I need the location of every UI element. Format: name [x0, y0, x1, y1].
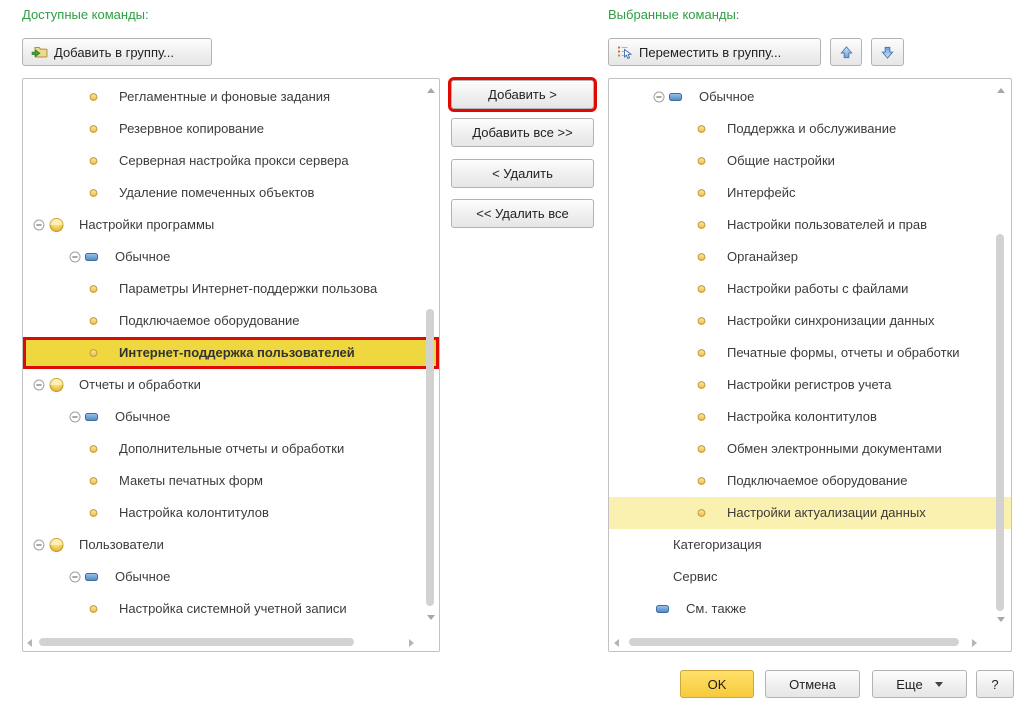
tree-item-label: Настройки пользователей и прав: [727, 217, 928, 232]
tree-item-right-6[interactable]: [609, 273, 1011, 305]
vertical-scrollbar-thumb[interactable]: [996, 234, 1004, 611]
tree-item-right-10[interactable]: [609, 401, 1011, 433]
tree-item-label: Поддержка и обслуживание: [727, 121, 897, 136]
circled-minus-expander-icon[interactable]: [33, 539, 45, 551]
tree-item-right-5[interactable]: [609, 241, 1011, 273]
add-to-group-button[interactable]: [22, 38, 212, 66]
circled-minus-expander-icon[interactable]: [653, 91, 665, 103]
tree-item-right-4[interactable]: [609, 209, 1011, 241]
tree-item-label: Настройка системной учетной записи: [119, 601, 347, 616]
selected-commands-label: Выбранные команды:: [608, 7, 740, 22]
more-button[interactable]: [872, 670, 967, 698]
tree-item-left-5[interactable]: [23, 241, 439, 273]
cancel-button[interactable]: [765, 670, 860, 698]
available-commands-rows: [23, 81, 439, 625]
scroll-down-arrow[interactable]: [997, 617, 1005, 622]
available-commands-list[interactable]: [22, 78, 440, 652]
vertical-scrollbar-thumb[interactable]: [426, 309, 434, 606]
tree-item-right-9[interactable]: [609, 369, 1011, 401]
tree-item-right-12[interactable]: [609, 465, 1011, 497]
horizontal-scrollbar-thumb[interactable]: [629, 638, 959, 646]
tree-item-label: Категоризация: [673, 537, 762, 552]
tree-item-label: Органайзер: [727, 249, 798, 264]
move-to-group-button[interactable]: [608, 38, 821, 66]
tree-item-label: Обычное: [115, 569, 171, 584]
tree-item-label: Обычное: [115, 409, 171, 424]
yellow-dot-command-icon: [697, 509, 706, 518]
tree-item-label: Настройки работы с файлами: [727, 281, 909, 296]
tree-item-label: Настройка колонтитулов: [727, 409, 877, 424]
tree-item-label: Интернет-поддержка пользователей: [119, 345, 355, 360]
move-down-button[interactable]: [871, 38, 904, 66]
tree-item-label: Отчеты и обработки: [79, 377, 201, 392]
tree-item-label: Обычное: [115, 249, 171, 264]
move-to-group-label: Переместить в группу...: [639, 44, 782, 60]
remove-all-button-label: << Удалить все: [476, 206, 569, 221]
tree-item-label: Печатные формы, отчеты и обработки: [727, 345, 960, 360]
tree-item-right-13[interactable]: [609, 497, 1011, 529]
tree-item-left-1[interactable]: [23, 113, 439, 145]
folder-with-green-arrow-icon: [31, 45, 48, 59]
ok-button-label: OK: [707, 676, 727, 692]
help-button-label: ?: [991, 676, 999, 692]
tree-item-left-9[interactable]: [23, 369, 439, 401]
yellow-dot-command-icon: [89, 445, 98, 454]
tree-item-label: Дополнительные отчеты и обработки: [119, 441, 345, 456]
tree-item-label: Регламентные и фоновые задания: [119, 89, 331, 104]
tree-item-left-12[interactable]: [23, 465, 439, 497]
tree-item-label: Обычное: [699, 89, 755, 104]
yellow-dot-command-icon: [697, 125, 706, 134]
yellow-sphere-group-icon: [49, 218, 64, 233]
tree-item-right-15[interactable]: [609, 561, 1011, 593]
tree-item-right-8[interactable]: [609, 337, 1011, 369]
scroll-down-arrow[interactable]: [427, 615, 435, 620]
tree-item-label: Удаление помеченных объектов: [119, 185, 315, 200]
tree-item-label: См. также: [686, 601, 747, 616]
yellow-dot-command-icon: [697, 189, 706, 198]
scroll-right-arrow[interactable]: [409, 639, 414, 647]
tree-item-right-0[interactable]: [609, 81, 1011, 113]
tree-item-right-2[interactable]: [609, 145, 1011, 177]
tree-item-left-0[interactable]: [23, 81, 439, 113]
yellow-dot-command-icon: [89, 93, 98, 102]
tree-item-label: Макеты печатных форм: [119, 473, 263, 488]
yellow-dot-command-icon: [697, 445, 706, 454]
horizontal-scrollbar-thumb[interactable]: [39, 638, 354, 646]
tree-item-left-4[interactable]: [23, 209, 439, 241]
tree-item-label: Пользователи: [79, 537, 164, 552]
tree-item-left-10[interactable]: [23, 401, 439, 433]
blue-pill-subgroup-icon: [85, 252, 99, 262]
tree-item-right-11[interactable]: [609, 433, 1011, 465]
yellow-dot-command-icon: [89, 125, 98, 134]
ok-button[interactable]: [680, 670, 754, 698]
blue-pill-subgroup-icon: [656, 604, 670, 614]
yellow-dot-command-icon: [697, 221, 706, 230]
tree-item-left-15[interactable]: [23, 561, 439, 593]
blue-pill-subgroup-icon: [85, 572, 99, 582]
tree-item-left-2[interactable]: [23, 145, 439, 177]
tree-item-left-16[interactable]: [23, 593, 439, 625]
blue-pill-subgroup-icon: [669, 92, 683, 102]
tree-item-label: Общие настройки: [727, 153, 835, 168]
circled-minus-expander-icon[interactable]: [69, 411, 81, 423]
yellow-sphere-group-icon: [49, 378, 64, 393]
tree-item-label: Настройки программы: [79, 217, 215, 232]
blue-up-arrow-icon: [839, 45, 854, 60]
tree-item-label: Резервное копирование: [119, 121, 264, 136]
remove-button[interactable]: [451, 159, 594, 188]
tree-item-label: Интерфейс: [727, 185, 796, 200]
tree-item-label: Сервис: [673, 569, 718, 584]
circled-minus-expander-icon[interactable]: [69, 571, 81, 583]
tree-item-label: Серверная настройка прокси сервера: [119, 153, 349, 168]
yellow-sphere-group-icon: [49, 538, 64, 553]
tree-item-left-13[interactable]: [23, 497, 439, 529]
yellow-dot-command-icon: [89, 189, 98, 198]
yellow-dot-command-icon: [697, 285, 706, 294]
yellow-dot-command-icon: [89, 349, 98, 358]
yellow-dot-command-icon: [697, 317, 706, 326]
tree-item-left-7[interactable]: [23, 305, 439, 337]
tree-item-right-1[interactable]: [609, 113, 1011, 145]
scroll-left-arrow[interactable]: [27, 639, 32, 647]
yellow-dot-command-icon: [697, 157, 706, 166]
add-to-group-label: Добавить в группу...: [54, 44, 175, 60]
yellow-dot-command-icon: [89, 509, 98, 518]
tree-item-right-16[interactable]: [609, 593, 1011, 625]
scroll-right-arrow[interactable]: [972, 639, 977, 647]
remove-all-button[interactable]: [451, 199, 594, 228]
blue-down-arrow-icon: [880, 45, 895, 60]
dropdown-caret-icon: [935, 682, 943, 687]
yellow-dot-command-icon: [89, 285, 98, 294]
scroll-left-arrow[interactable]: [614, 639, 619, 647]
selected-commands-rows: [609, 81, 1011, 625]
yellow-dot-command-icon: [89, 605, 98, 614]
tree-item-right-14[interactable]: [609, 529, 1011, 561]
scroll-up-arrow[interactable]: [997, 88, 1005, 93]
selected-commands-list[interactable]: [608, 78, 1012, 652]
add-button-label: Добавить >: [488, 87, 557, 102]
yellow-dot-command-icon: [697, 477, 706, 486]
yellow-dot-command-icon: [89, 317, 98, 326]
tree-item-label: Настройки актуализации данных: [727, 505, 926, 520]
tree-item-left-3[interactable]: [23, 177, 439, 209]
cancel-button-label: Отмена: [789, 676, 836, 692]
tree-item-left-11[interactable]: [23, 433, 439, 465]
add-all-button-label: Добавить все >>: [472, 125, 573, 140]
yellow-dot-command-icon: [89, 477, 98, 486]
circled-minus-expander-icon[interactable]: [69, 251, 81, 263]
tree-item-label: Подключаемое оборудование: [727, 473, 908, 488]
tree-item-left-8[interactable]: [23, 337, 439, 369]
list-with-cursor-arrow-icon: [617, 45, 633, 60]
circled-minus-expander-icon[interactable]: [33, 219, 45, 231]
move-up-button[interactable]: [830, 38, 862, 66]
blue-pill-subgroup-icon: [85, 412, 99, 422]
add-button[interactable]: [451, 80, 594, 109]
more-button-label: Еще: [896, 676, 923, 692]
yellow-dot-command-icon: [697, 413, 706, 422]
help-button[interactable]: [976, 670, 1014, 698]
tree-item-label: Подключаемое оборудование: [119, 313, 300, 328]
tree-item-right-3[interactable]: [609, 177, 1011, 209]
tree-item-left-14[interactable]: [23, 529, 439, 561]
yellow-dot-command-icon: [89, 157, 98, 166]
add-all-button[interactable]: [451, 118, 594, 147]
tree-item-label: Настройки синхронизации данных: [727, 313, 935, 328]
tree-item-label: Настройки регистров учета: [727, 377, 892, 392]
tree-item-label: Настройка колонтитулов: [119, 505, 269, 520]
circled-minus-expander-icon[interactable]: [33, 379, 45, 391]
yellow-dot-command-icon: [697, 381, 706, 390]
tree-item-label: Параметры Интернет-поддержки пользова: [119, 281, 378, 296]
tree-item-left-6[interactable]: [23, 273, 439, 305]
available-commands-label: Доступные команды:: [22, 7, 149, 22]
scroll-up-arrow[interactable]: [427, 88, 435, 93]
remove-button-label: < Удалить: [492, 166, 553, 181]
yellow-dot-command-icon: [697, 349, 706, 358]
tree-item-label: Обмен электронными документами: [727, 441, 942, 456]
tree-item-right-7[interactable]: [609, 305, 1011, 337]
yellow-dot-command-icon: [697, 253, 706, 262]
